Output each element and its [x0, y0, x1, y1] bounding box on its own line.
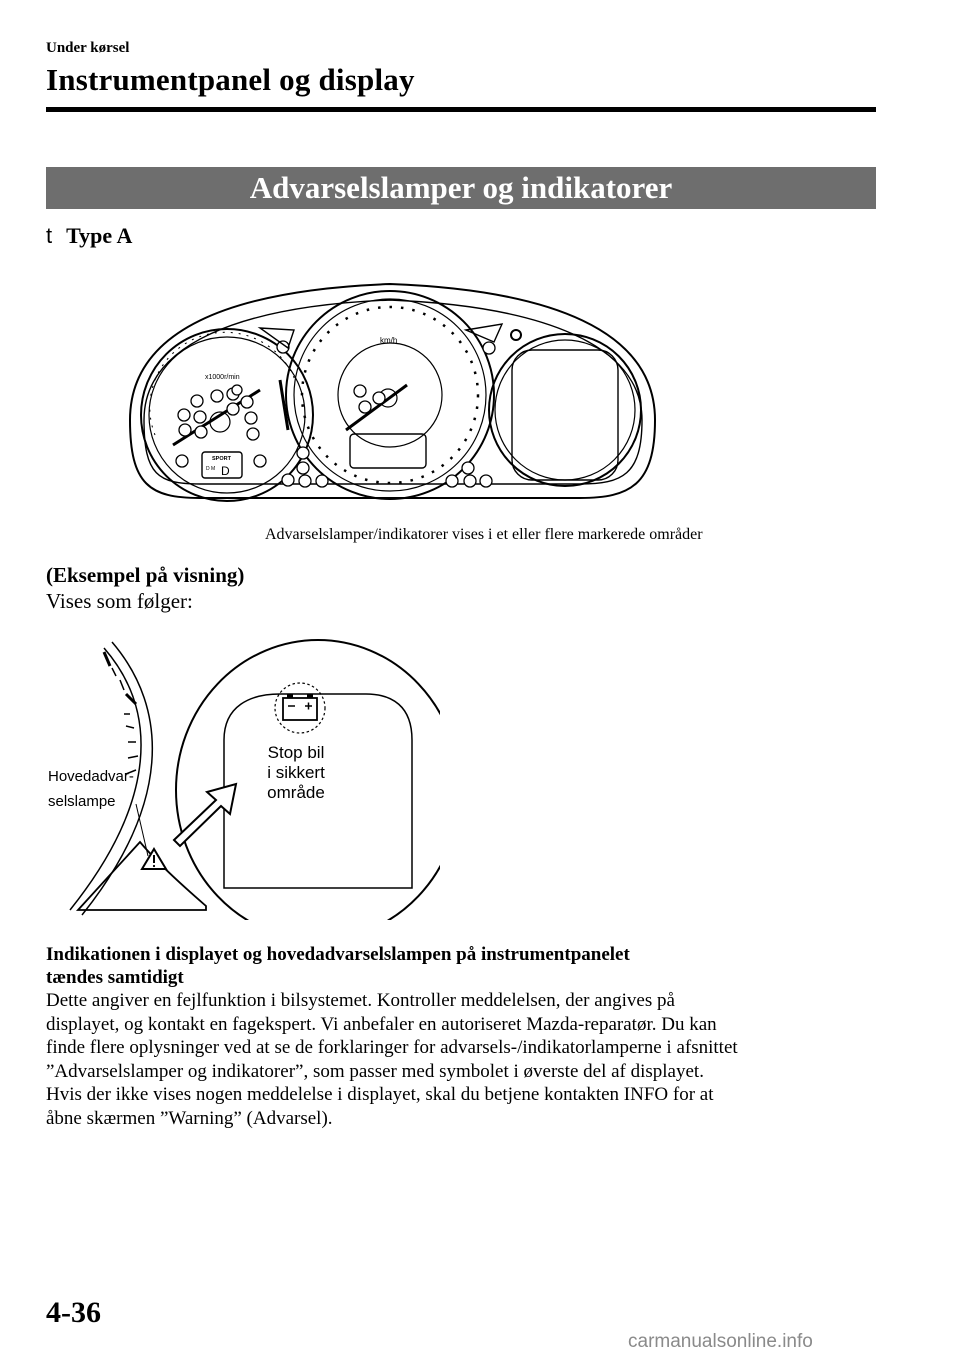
body-line: displayet, og kontakt en fagekspert. Vi anbefaler en autoriseret Mazda-reparatør. Du kan [46, 1013, 717, 1035]
warning-lamp-housing [78, 842, 206, 910]
sport-mode-label: SPORT [212, 456, 231, 462]
display-example-illustration [40, 630, 440, 920]
tach-unit-label: x1000r/min [205, 374, 240, 381]
example-heading: (Eksempel på visning) [46, 563, 245, 587]
gear-indicator [202, 452, 242, 478]
arrow-callout [174, 784, 236, 846]
callout-label-line2: selslampe [48, 793, 116, 810]
gear-value: D [221, 464, 230, 478]
header-rule [46, 107, 876, 112]
callout-label-line1: Hovedadvar- [48, 768, 134, 785]
display-message-line3: område [267, 783, 325, 802]
display-message-line2: i sikkert [267, 763, 325, 782]
body-line: åbne skærmen ”Warning” (Advarsel). [46, 1107, 333, 1129]
body-line: Dette angiver en fejlfunktion i bilsystemet. Kontroller meddelelsen, der angives på [46, 990, 675, 1011]
display-message-line1: Stop bil [267, 743, 325, 762]
section-label: Under kørsel [46, 40, 130, 56]
gear-letters: D M [206, 466, 216, 472]
battery-icon [275, 683, 325, 733]
speed-unit-label: km/h [380, 336, 398, 345]
sub-heading [46, 943, 876, 989]
page-number: 4-36 [46, 1296, 101, 1329]
warning-triangle-icon [142, 849, 166, 869]
sub-heading-line2: tændes samtidigt [46, 967, 184, 988]
body-line: finde flere oplysninger ved at se de forklaringer for advarsels-/indikatorlamperne i afsnittet [46, 1037, 738, 1058]
multi-info-display [489, 330, 641, 486]
type-label: Type A [66, 223, 133, 248]
body-paragraph [46, 989, 886, 1130]
chapter-title: Instrumentpanel og display [46, 62, 415, 97]
sub-heading-line1: Indikationen i displayet og hovedadvarselslampen på instrumentpanelet [46, 944, 630, 965]
figure-caption: Advarselslamper/indikatorer vises i et eller flere markerede områder [265, 526, 703, 543]
body-line: Hvis der ikke vises nogen meddelelse i displayet, skal du betjene kontakten INFO for at [46, 1084, 714, 1105]
tach-indicator-lamps [176, 385, 266, 467]
example-text: Vises som følger: [46, 589, 193, 613]
section-banner: Advarselslamper og indikatorer [46, 167, 876, 209]
instrument-cluster-illustration [110, 270, 670, 520]
body-line: ”Advarselslamper og indikatorer”, som passer med symbolet i øverste del af displayet. [46, 1060, 704, 1082]
bullet-marker: t [46, 223, 53, 248]
watermark: carmanualsonline.info [628, 1331, 813, 1352]
speed-indicator-lamps [277, 341, 495, 487]
type-heading [46, 223, 132, 249]
